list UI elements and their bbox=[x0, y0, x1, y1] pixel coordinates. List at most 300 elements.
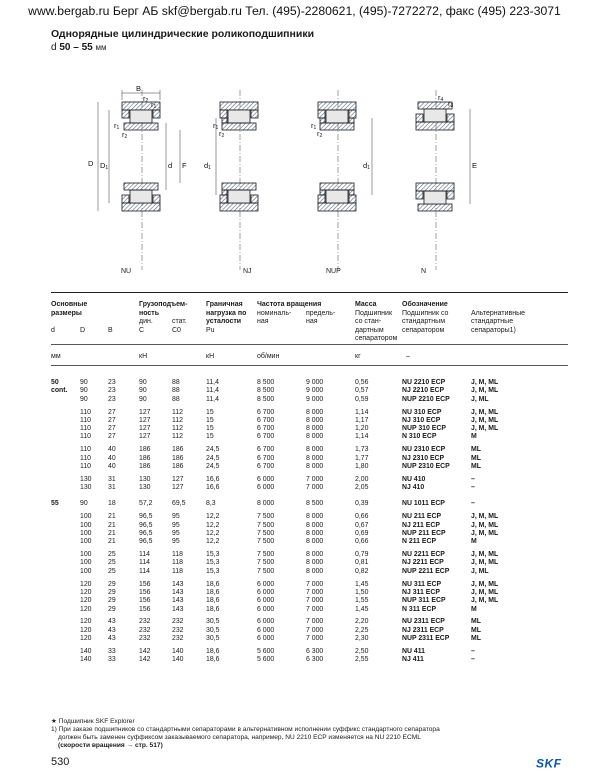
cell-B: 25 bbox=[108, 559, 116, 567]
cell-C: 96,5 bbox=[139, 513, 153, 521]
cell-D: 100 bbox=[80, 559, 92, 567]
cell-alt: – bbox=[471, 475, 475, 483]
cell-alt: J, M, ML bbox=[471, 588, 499, 596]
cell-Pu: 18,6 bbox=[206, 580, 220, 588]
cell-B: 27 bbox=[108, 425, 116, 433]
cell-ref: 6 000 bbox=[257, 626, 275, 634]
cell-Pu: 12,2 bbox=[206, 513, 220, 521]
cell-Pu: 11,4 bbox=[206, 387, 219, 395]
cell-C0: 112 bbox=[172, 425, 183, 433]
cell-C: 232 bbox=[139, 635, 151, 642]
header-speed-ref bbox=[257, 310, 291, 327]
header-mass-sub1: Подшипник bbox=[355, 309, 393, 317]
cell-C: 232 bbox=[139, 618, 151, 626]
cell-B: 27 bbox=[108, 433, 116, 441]
cell-m: 0,67 bbox=[355, 521, 369, 529]
svg-text:B: B bbox=[136, 84, 142, 93]
cell-B: 29 bbox=[108, 580, 116, 588]
header-load-title2: ность bbox=[139, 309, 160, 317]
cell-alt: – bbox=[471, 656, 475, 664]
header-C: C bbox=[139, 326, 145, 334]
header-mass bbox=[355, 301, 397, 344]
cell-Pu: 15 bbox=[206, 416, 214, 424]
cell-C: 127 bbox=[139, 425, 151, 433]
cell-lim: 9 000 bbox=[306, 387, 324, 395]
cell-C0: 95 bbox=[172, 513, 180, 521]
cell-B: 21 bbox=[108, 521, 116, 529]
cell-lim: 6 300 bbox=[306, 647, 324, 655]
header-desig-title: Обозначение bbox=[402, 301, 448, 308]
cell-B: 40 bbox=[108, 462, 116, 470]
cell-alt: J, M, ML bbox=[471, 597, 499, 605]
unit-kn-load: кН bbox=[139, 353, 148, 360]
cell-D: 100 bbox=[80, 538, 92, 546]
cell-ref: 7 500 bbox=[257, 529, 275, 537]
cell-m: 0,81 bbox=[355, 559, 369, 567]
table-row bbox=[0, 568, 589, 576]
cell-D: 120 bbox=[80, 588, 92, 596]
cell-alt: ML bbox=[471, 635, 481, 642]
table-row bbox=[0, 530, 589, 538]
cell-alt: J, M, ML bbox=[471, 580, 499, 588]
cell-C: 114 bbox=[139, 567, 150, 575]
cell-D: 120 bbox=[80, 597, 92, 605]
cell-lim: 8 000 bbox=[306, 425, 324, 433]
cell-des: N 310 ECP bbox=[402, 433, 437, 441]
label-nu: NU bbox=[121, 268, 132, 275]
cell-D: 110 bbox=[80, 433, 91, 441]
cell-ref: 6 700 bbox=[257, 433, 275, 441]
cell-C0: 143 bbox=[172, 580, 184, 588]
cell-lim: 8 000 bbox=[306, 462, 324, 470]
cell-D: 110 bbox=[80, 446, 91, 454]
drawing-nup bbox=[311, 90, 372, 270]
header-rule bbox=[51, 344, 568, 345]
cell-Pu: 8,3 bbox=[206, 500, 216, 508]
cell-m: 0,66 bbox=[355, 538, 369, 546]
cell-m: 0,66 bbox=[355, 513, 369, 521]
cell-lim: 8 000 bbox=[306, 551, 324, 559]
cell-lim: 7 000 bbox=[306, 626, 324, 634]
cell-lim: 8 000 bbox=[306, 529, 324, 537]
cell-des: NJ 310 ECP bbox=[402, 416, 441, 424]
table-row bbox=[0, 463, 589, 471]
cell-C0: 140 bbox=[172, 647, 184, 655]
cell-Pu: 30,5 bbox=[206, 618, 220, 626]
header-B: B bbox=[108, 327, 113, 334]
cell-Pu: 15 bbox=[206, 425, 214, 433]
cell-m: 0,59 bbox=[355, 395, 369, 403]
cell-des: NU 2311 ECP bbox=[402, 618, 445, 626]
svg-text:r2: r2 bbox=[317, 129, 323, 139]
cell-des: NUP 2211 ECP bbox=[402, 567, 450, 575]
cell-C: 90 bbox=[139, 379, 147, 386]
cell-m: 0,56 bbox=[355, 379, 369, 386]
cell-alt: J, ML bbox=[471, 395, 489, 403]
header-speed-lim1: предель- bbox=[306, 309, 336, 317]
svg-text:D1: D1 bbox=[100, 161, 109, 171]
cell-B: 23 bbox=[108, 387, 116, 395]
cell-ref: 7 500 bbox=[257, 513, 275, 521]
cell-des: NUP 2310 ECP bbox=[402, 462, 450, 470]
header-D: D bbox=[80, 327, 86, 334]
cell-lim: 7 000 bbox=[306, 475, 324, 483]
header-fat-title2: нагрузка по bbox=[206, 309, 247, 317]
header-mass-sub3: дартным bbox=[355, 326, 384, 334]
cell-D: 130 bbox=[80, 475, 92, 483]
cell-ref: 6 000 bbox=[257, 484, 275, 492]
cell-ref: 6 000 bbox=[257, 618, 275, 626]
cell-des: NU 2211 ECP bbox=[402, 551, 445, 559]
cell-D: 140 bbox=[80, 656, 92, 664]
cell-lim: 8 000 bbox=[306, 433, 324, 441]
cell-D: 130 bbox=[80, 484, 92, 492]
cell-Pu: 16,6 bbox=[206, 475, 220, 483]
svg-text:F: F bbox=[182, 161, 187, 170]
cell-des: NU 311 ECP bbox=[402, 580, 442, 588]
cell-m: 2,20 bbox=[355, 618, 369, 626]
cell-des: NU 1011 ECP bbox=[402, 500, 445, 508]
cell-alt: J, M, ML bbox=[471, 416, 499, 424]
cell-D: 100 bbox=[80, 513, 92, 521]
svg-text:d1: d1 bbox=[363, 161, 370, 171]
drawing-nj bbox=[204, 90, 258, 270]
table-row bbox=[0, 522, 589, 530]
cell-des: NUP 2210 ECP bbox=[402, 395, 450, 403]
cell-C: 130 bbox=[139, 475, 151, 483]
header-stat-col bbox=[172, 318, 187, 335]
table-row bbox=[0, 455, 589, 463]
cell-D: 110 bbox=[80, 408, 91, 416]
cell-C: 156 bbox=[139, 588, 151, 596]
unit-kn-fatigue: кН bbox=[206, 353, 215, 360]
cell-alt: J, M, ML bbox=[471, 521, 499, 529]
cell-ref: 6 000 bbox=[257, 580, 275, 588]
header-fatigue bbox=[206, 301, 246, 335]
cell-C: 232 bbox=[139, 626, 151, 634]
size-range-unit: мм bbox=[95, 43, 107, 52]
header-fat-title1: Граничная bbox=[206, 301, 243, 308]
cell-lim: 7 000 bbox=[306, 588, 324, 596]
cell-des: NJ 2310 ECP bbox=[402, 454, 445, 462]
cell-des: NU 310 ECP bbox=[402, 408, 442, 416]
cell-alt: – bbox=[471, 500, 475, 508]
cell-C: 142 bbox=[139, 647, 151, 655]
cell-D: 110 bbox=[80, 416, 91, 424]
cell-B: 31 bbox=[108, 484, 116, 492]
cell-ref: 5 600 bbox=[257, 647, 275, 655]
cell-m: 1,45 bbox=[355, 580, 369, 588]
cell-des: NJ 2210 ECP bbox=[402, 387, 445, 395]
cell-lim: 7 000 bbox=[306, 484, 324, 492]
size-range-value: 50 – 55 bbox=[59, 42, 93, 53]
svg-text:E: E bbox=[472, 161, 478, 170]
table-row bbox=[0, 513, 589, 521]
header-dims bbox=[51, 301, 87, 318]
size-range bbox=[51, 42, 107, 53]
cell-D: 100 bbox=[80, 521, 92, 529]
cell-C0: 232 bbox=[172, 635, 184, 642]
cell-lim: 8 000 bbox=[306, 416, 324, 424]
cell-d: cont. bbox=[51, 387, 68, 395]
cell-ref: 8 000 bbox=[257, 500, 275, 508]
header-fat-title3: усталости bbox=[206, 318, 242, 325]
table-row bbox=[0, 581, 589, 589]
cell-ref: 6 700 bbox=[257, 416, 275, 424]
cell-C0: 118 bbox=[172, 567, 183, 575]
svg-text:r1: r1 bbox=[114, 121, 120, 131]
cell-d: 50 bbox=[51, 379, 59, 386]
cell-m: 0,82 bbox=[355, 567, 369, 575]
cell-des: N 311 ECP bbox=[402, 605, 437, 613]
cell-Pu: 18,6 bbox=[206, 647, 220, 655]
cell-ref: 6 700 bbox=[257, 425, 275, 433]
cell-alt: ML bbox=[471, 618, 481, 626]
header-d: d bbox=[51, 327, 55, 334]
table-row bbox=[0, 500, 589, 508]
cell-des: NUP 211 ECP bbox=[402, 529, 446, 537]
cell-des: NUP 311 ECP bbox=[402, 597, 446, 605]
cell-C0: 143 bbox=[172, 597, 184, 605]
cell-B: 25 bbox=[108, 551, 116, 559]
table-row bbox=[0, 597, 589, 605]
cell-D: 120 bbox=[80, 626, 92, 634]
cell-m: 2,05 bbox=[355, 484, 369, 492]
footnote-1-line2: должен быть заменен суффиксом заказываемого сепаратора, например, NU 2210 ECP изменяется на NU 2210 ECML bbox=[58, 734, 421, 741]
cell-ref: 6 000 bbox=[257, 635, 275, 642]
cell-m: 0,57 bbox=[355, 387, 369, 395]
table-row bbox=[0, 387, 589, 395]
cell-des: NU 2310 ECP bbox=[402, 446, 446, 454]
footnote-1-line1: 1) При заказе подшипников со стандартными сепараторами в альтернативном исполнении суффикс стандартного сепаратора bbox=[51, 726, 440, 733]
header-speed: Частота вращения bbox=[257, 301, 322, 308]
cell-D: 90 bbox=[80, 500, 88, 508]
cell-C0: 186 bbox=[172, 446, 184, 454]
cell-C: 186 bbox=[139, 454, 151, 462]
cell-C: 96,5 bbox=[139, 529, 153, 537]
cell-lim: 7 000 bbox=[306, 618, 324, 626]
cell-Pu: 16,6 bbox=[206, 484, 220, 492]
table-row bbox=[0, 648, 589, 656]
cell-des: NJ 2211 ECP bbox=[402, 559, 444, 567]
cell-des: N 211 ECP bbox=[402, 538, 437, 546]
header-load-title1: Грузоподъем- bbox=[139, 301, 188, 308]
cell-lim: 8 000 bbox=[306, 513, 324, 521]
cell-m: 1,14 bbox=[355, 433, 369, 441]
cell-C: 156 bbox=[139, 597, 151, 605]
cell-ref: 6 000 bbox=[257, 475, 275, 483]
cell-alt: ML bbox=[471, 462, 481, 470]
cell-alt: J, M, ML bbox=[471, 379, 499, 386]
cell-C: 90 bbox=[139, 387, 147, 395]
bearing-drawings bbox=[80, 80, 500, 280]
cell-alt: ML bbox=[471, 454, 481, 462]
header-mass-sub4: сепаратором bbox=[355, 335, 398, 342]
cell-C0: 88 bbox=[172, 387, 180, 395]
cell-C0: 112 bbox=[172, 408, 183, 416]
unit-kg: кг bbox=[355, 353, 361, 360]
table-row bbox=[0, 559, 589, 567]
cell-alt: ML bbox=[471, 446, 481, 454]
header-alt bbox=[471, 310, 525, 336]
cell-D: 120 bbox=[80, 580, 92, 588]
header-speed-ref1: номиналь- bbox=[257, 309, 292, 317]
cell-B: 40 bbox=[108, 446, 116, 454]
cell-ref: 8 500 bbox=[257, 379, 275, 386]
cell-ref: 8 500 bbox=[257, 395, 275, 403]
header-dims-title2: размеры bbox=[51, 309, 82, 317]
cell-m: 1,14 bbox=[355, 408, 369, 416]
cell-C: 142 bbox=[139, 656, 151, 664]
cell-B: 40 bbox=[108, 454, 116, 462]
header-desig-sub2: стандартным bbox=[402, 318, 446, 325]
cell-ref: 8 500 bbox=[257, 387, 275, 395]
cell-D: 110 bbox=[80, 454, 91, 462]
cell-m: 1,20 bbox=[355, 425, 369, 433]
drawing-n bbox=[416, 90, 477, 270]
cell-m: 2,30 bbox=[355, 635, 369, 642]
cell-D: 100 bbox=[80, 551, 92, 559]
cell-ref: 5 600 bbox=[257, 656, 275, 664]
cell-lim: 8 500 bbox=[306, 500, 324, 508]
cell-des: NJ 2311 ECP bbox=[402, 626, 444, 634]
page-title: Однорядные цилиндрические роликоподшипники bbox=[51, 28, 315, 40]
header-alt-sub1: Альтернативные bbox=[471, 309, 525, 317]
cell-m: 0,39 bbox=[355, 500, 369, 508]
cell-alt: J, M, ML bbox=[471, 551, 499, 559]
cell-alt: M bbox=[471, 605, 477, 613]
cell-Pu: 30,5 bbox=[206, 635, 220, 642]
table-row bbox=[0, 606, 589, 614]
cell-m: 1,73 bbox=[355, 446, 369, 454]
label-nj: NJ bbox=[243, 268, 252, 275]
cell-ref: 6 700 bbox=[257, 408, 275, 416]
cell-ref: 7 500 bbox=[257, 567, 275, 575]
cell-Pu: 24,5 bbox=[206, 462, 220, 470]
header-speed-lim bbox=[306, 310, 335, 327]
table-row bbox=[0, 635, 589, 643]
cell-D: 120 bbox=[80, 635, 92, 642]
cell-m: 1,77 bbox=[355, 454, 369, 462]
cell-ref: 7 500 bbox=[257, 559, 275, 567]
cell-B: 29 bbox=[108, 597, 116, 605]
cell-D: 90 bbox=[80, 395, 88, 403]
unit-rpm: об/мин bbox=[257, 353, 280, 360]
table-row bbox=[0, 396, 589, 404]
unit-mm: мм bbox=[51, 353, 61, 360]
svg-text:d: d bbox=[168, 161, 173, 170]
cell-alt: J, M, ML bbox=[471, 529, 499, 537]
cell-C0: 140 bbox=[172, 656, 184, 664]
cell-B: 31 bbox=[108, 475, 116, 483]
cell-B: 21 bbox=[108, 538, 116, 546]
cell-B: 29 bbox=[108, 605, 116, 613]
cell-ref: 7 500 bbox=[257, 521, 275, 529]
cell-m: 2,50 bbox=[355, 647, 369, 655]
cell-C: 96,5 bbox=[139, 538, 153, 546]
cell-C0: 143 bbox=[172, 605, 184, 613]
cell-ref: 6 000 bbox=[257, 605, 275, 613]
cell-m: 2,25 bbox=[355, 626, 369, 634]
unit-dash: – bbox=[406, 353, 410, 360]
cell-alt: M bbox=[471, 538, 477, 546]
cell-m: 1,17 bbox=[355, 416, 369, 424]
svg-text:SKF: SKF bbox=[536, 757, 562, 769]
cell-B: 43 bbox=[108, 626, 116, 634]
cell-B: 21 bbox=[108, 513, 116, 521]
cell-lim: 7 000 bbox=[306, 580, 324, 588]
cell-ref: 6 700 bbox=[257, 454, 275, 462]
svg-text:r2: r2 bbox=[143, 94, 149, 104]
cell-B: 43 bbox=[108, 618, 116, 626]
header-dyn: дин. bbox=[139, 318, 153, 325]
cell-C: 127 bbox=[139, 416, 151, 424]
header-designation bbox=[402, 301, 448, 335]
header-Pu: Pu bbox=[206, 326, 215, 334]
footnote-1-line3: (скорости вращения → стр. 517) bbox=[58, 742, 163, 749]
cell-m: 2,00 bbox=[355, 475, 369, 483]
svg-text:r4: r4 bbox=[438, 93, 444, 103]
table-row bbox=[0, 656, 589, 664]
cell-C: 57,2 bbox=[139, 500, 153, 508]
cell-ref: 6 700 bbox=[257, 446, 275, 454]
cell-des: NUP 310 ECP bbox=[402, 425, 446, 433]
cell-des: NU 410 bbox=[402, 475, 426, 483]
cell-D: 90 bbox=[80, 387, 88, 395]
cell-C0: 95 bbox=[172, 521, 180, 529]
table-row bbox=[0, 379, 589, 387]
drawing-nu bbox=[88, 84, 187, 270]
cell-C: 114 bbox=[139, 559, 150, 567]
cell-B: 21 bbox=[108, 529, 116, 537]
header-desig-sub3: сепаратором bbox=[402, 326, 445, 334]
cell-ref: 6 000 bbox=[257, 597, 275, 605]
cell-lim: 8 000 bbox=[306, 567, 324, 575]
skf-logo bbox=[536, 757, 572, 769]
table-row bbox=[0, 409, 589, 417]
svg-text:r2: r2 bbox=[219, 129, 225, 139]
size-range-symbol: d bbox=[51, 42, 57, 53]
cell-alt: – bbox=[471, 484, 475, 492]
cell-m: 0,79 bbox=[355, 551, 369, 559]
table-top-rule bbox=[51, 292, 568, 293]
cell-alt: J, M, ML bbox=[471, 408, 499, 416]
cell-B: 23 bbox=[108, 395, 116, 403]
cell-lim: 8 000 bbox=[306, 521, 324, 529]
cell-Pu: 24,5 bbox=[206, 454, 220, 462]
cell-Pu: 18,6 bbox=[206, 588, 220, 596]
header-stat: стат. bbox=[172, 318, 187, 325]
cell-ref: 6 700 bbox=[257, 462, 275, 470]
cell-Pu: 12,2 bbox=[206, 521, 220, 529]
header-C0: C0 bbox=[172, 326, 181, 334]
cell-ref: 6 000 bbox=[257, 588, 275, 596]
cell-lim: 8 000 bbox=[306, 538, 324, 546]
cell-C0: 232 bbox=[172, 626, 184, 634]
cell-alt: – bbox=[471, 647, 475, 655]
cell-lim: 8 000 bbox=[306, 454, 324, 462]
cell-m: 1,55 bbox=[355, 597, 369, 605]
cell-alt: J, ML bbox=[471, 567, 489, 575]
cell-alt: ML bbox=[471, 626, 481, 634]
cell-D: 100 bbox=[80, 567, 92, 575]
cell-m: 0,69 bbox=[355, 529, 369, 537]
label-n: N bbox=[421, 268, 427, 275]
cell-lim: 7 000 bbox=[306, 597, 324, 605]
cell-alt: J, M, ML bbox=[471, 387, 499, 395]
cell-Pu: 18,6 bbox=[206, 605, 220, 613]
cell-alt: J, M, ML bbox=[471, 559, 499, 567]
